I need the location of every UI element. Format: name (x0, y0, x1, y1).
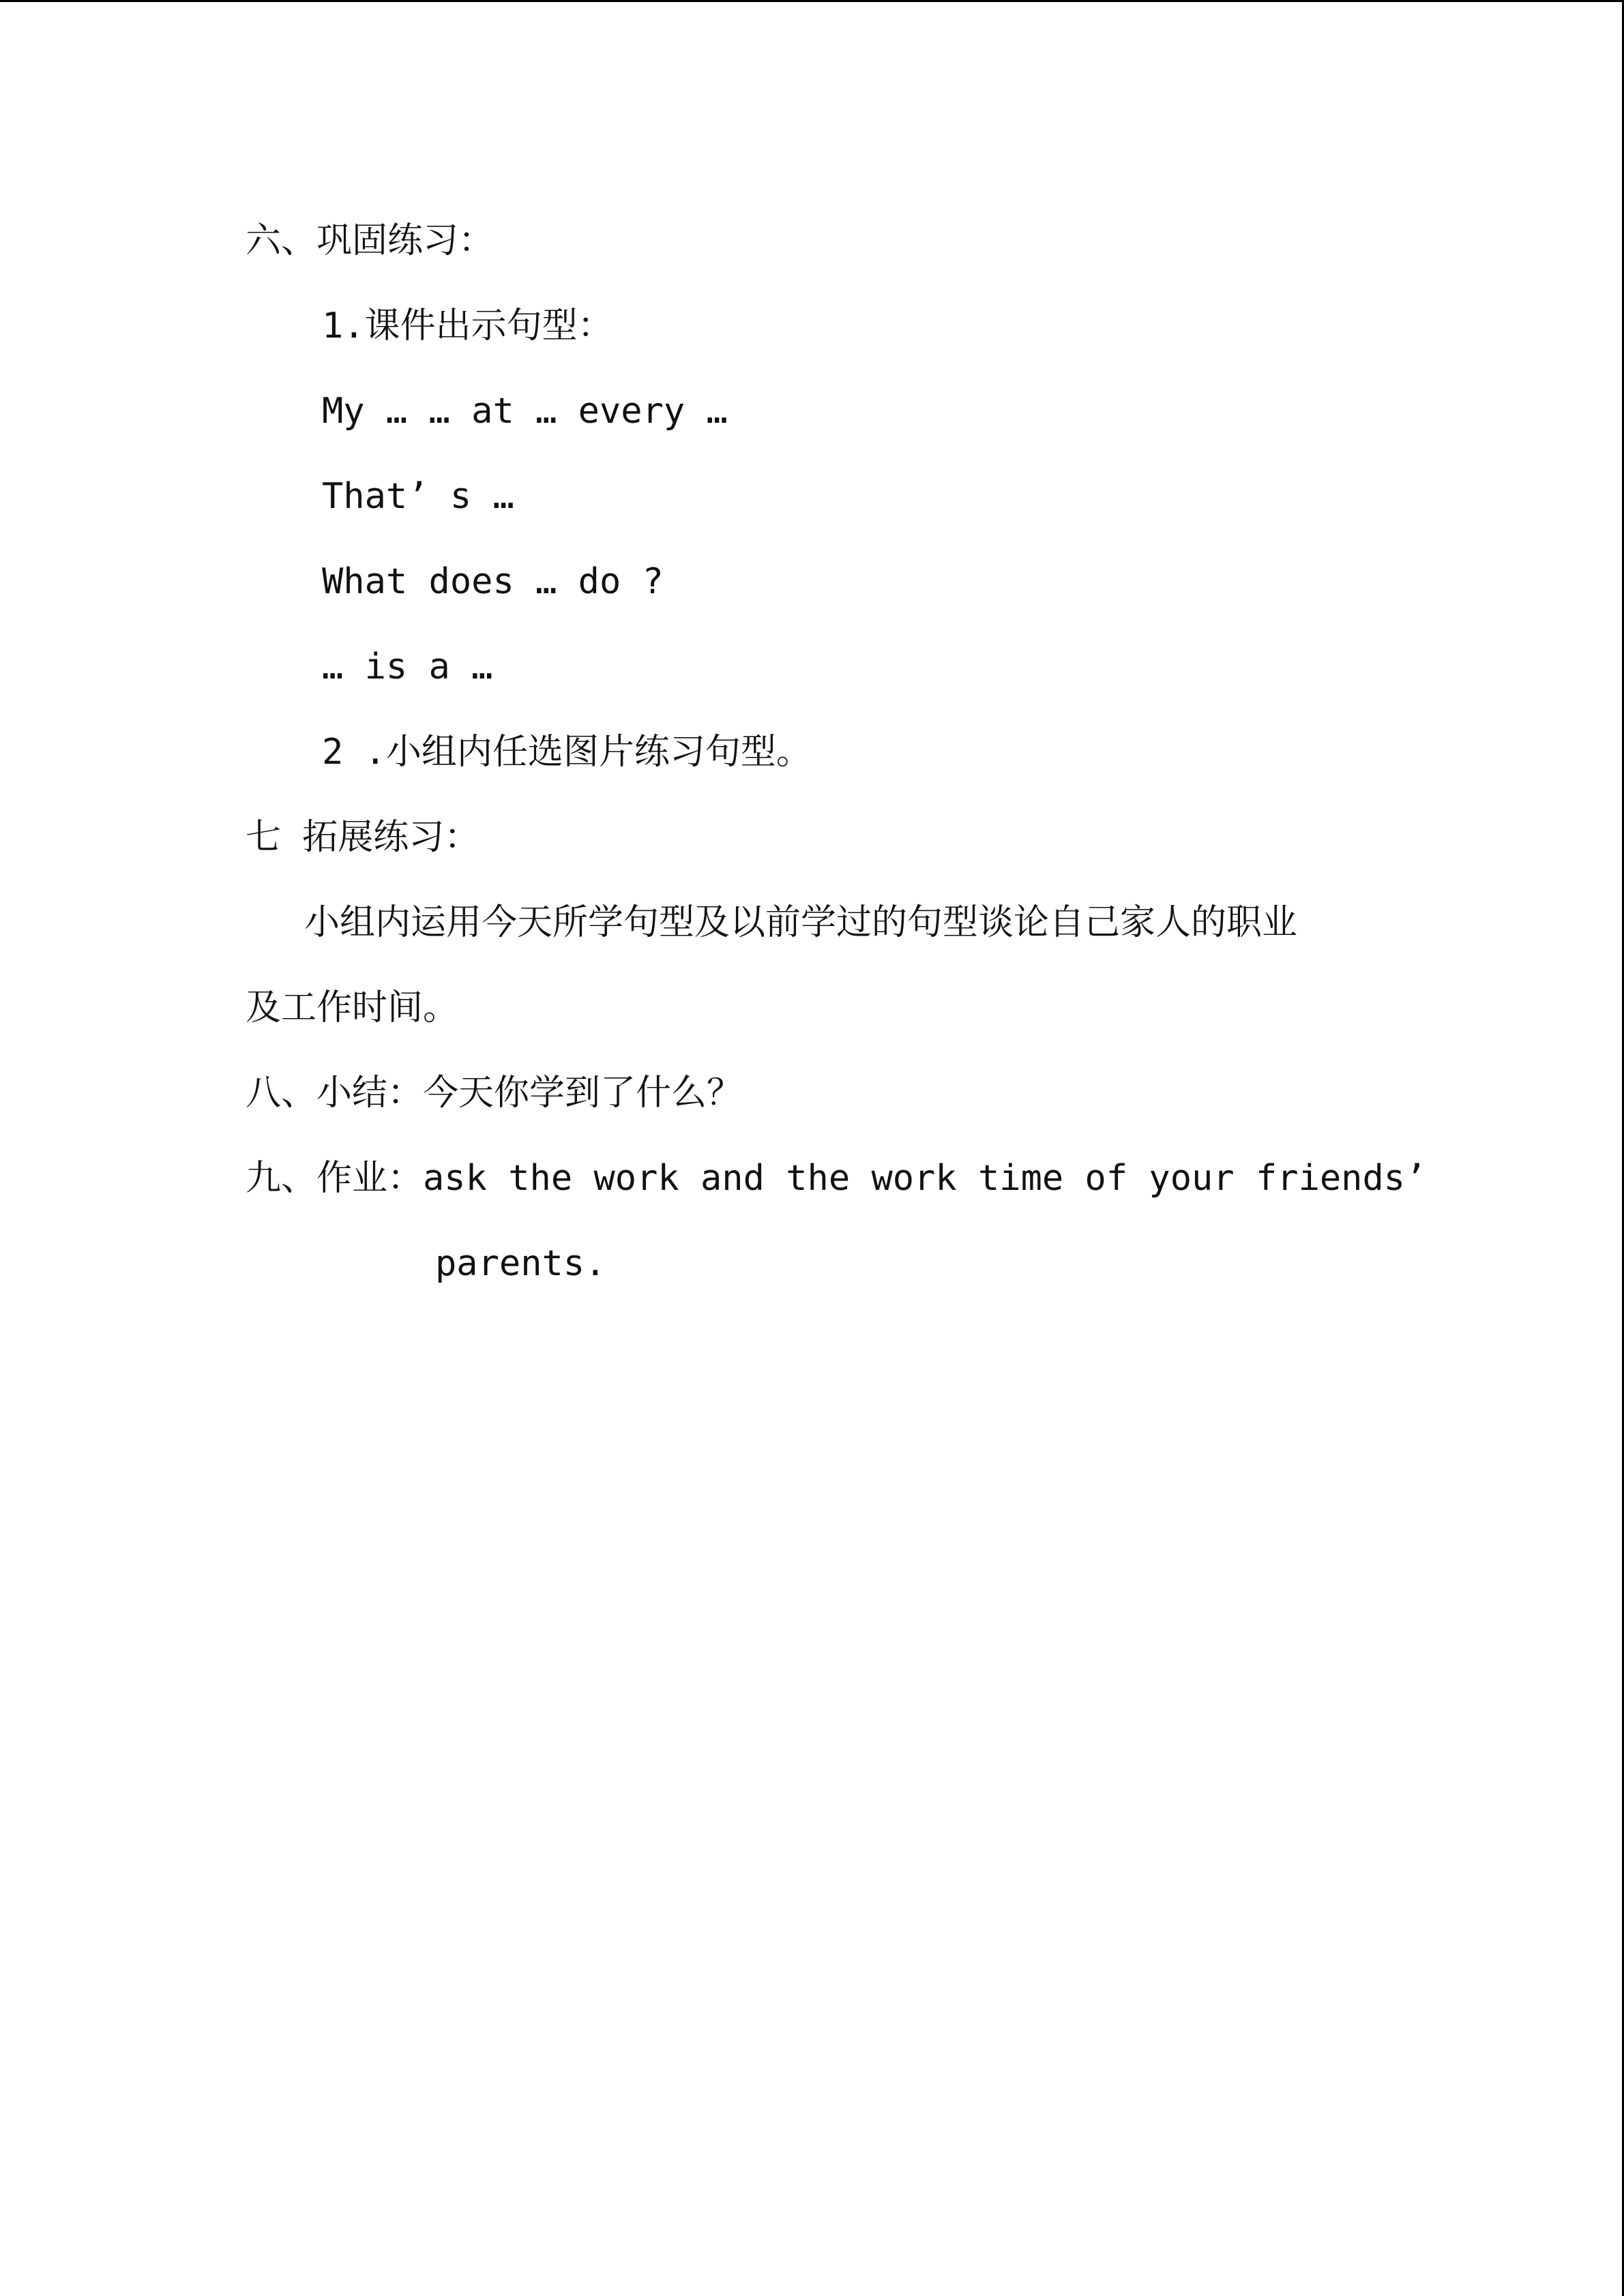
section-9-heading: 九、作业：ask the work and the work time of your friends’ (246, 1158, 1427, 1199)
section-7-paragraph-line-1: 小组内运用今天所学句型及以前学过的句型谈论自己家人的职业 (304, 902, 1298, 943)
sentence-pattern-3: What does … do ? (322, 561, 664, 602)
section-7-paragraph-line-2: 及工作时间。 (246, 987, 459, 1028)
section-6-heading: 六、巩固练习： (246, 220, 494, 261)
sentence-pattern-2: That’ s … (322, 476, 514, 517)
section-8-heading: 八、小结：今天你学到了什么？ (246, 1073, 743, 1114)
section-7-heading: 七 拓展练习： (246, 817, 480, 858)
section-9-continuation: parents. (435, 1243, 606, 1284)
item-1-heading: 1.课件出示句型： (322, 305, 613, 346)
sentence-pattern-1: My … … at … every … (322, 391, 728, 432)
sentence-pattern-4: … is a … (322, 646, 493, 687)
item-2-heading: 2 .小组内任选图片练习句型。 (322, 732, 812, 773)
